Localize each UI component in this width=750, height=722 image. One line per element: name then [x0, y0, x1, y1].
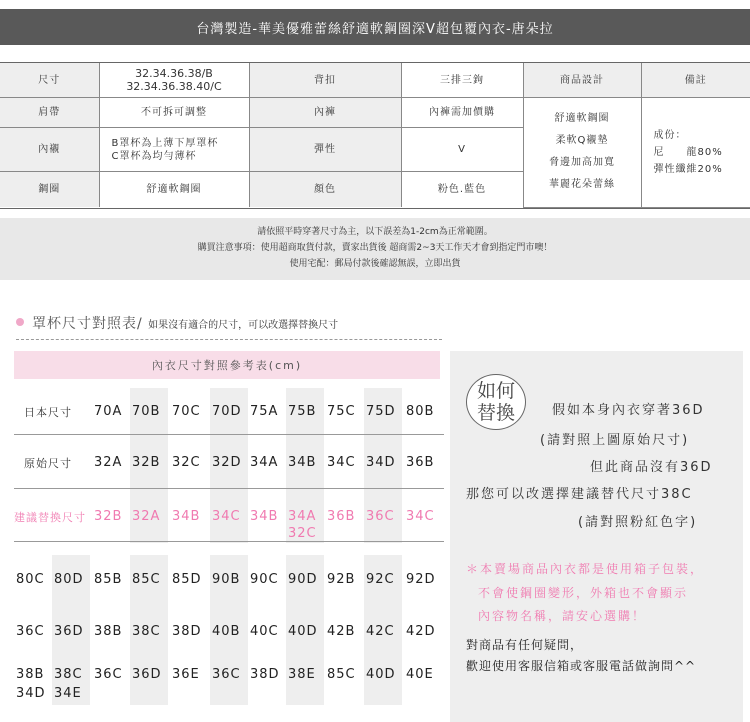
howto-pink-2: 不會使鋼圈變形，外箱也不會顯示	[478, 586, 689, 600]
spec-value-size: 32.34.36.38/B 32.34.36.38.40/C	[99, 63, 249, 98]
size-cell: 36E	[172, 667, 200, 682]
size-cell: 32C	[288, 526, 317, 541]
size-chart-caption: 內衣尺寸對照參考表(cm)	[14, 351, 440, 379]
size-cell: 85B	[94, 572, 123, 587]
size-cell: 40D	[288, 624, 318, 639]
spec-value-panty: 內褲需加價購	[401, 98, 523, 128]
spec-label-hook: 背扣	[249, 63, 401, 98]
size-cell: 38C	[54, 667, 83, 682]
size-cell: 34A	[250, 455, 279, 470]
size-cell: 85C	[132, 572, 161, 587]
page-title: 台灣製造-華美優雅蕾絲舒適軟鋼圈深V超包覆內衣-唐朵拉	[0, 9, 750, 45]
size-cell: 34A	[288, 509, 317, 524]
size-cell: 34C	[327, 455, 356, 470]
size-cell: 32B	[94, 509, 123, 524]
notice-line-2: 購買注意事項：使用超商取貨付款，賣家出貨後 超商需2~3天工作天才會到指定門市噢！	[197, 243, 553, 253]
section-divider	[16, 339, 442, 340]
howto-dark-1: 對商品有任何疑問，	[466, 638, 584, 652]
spec-label-remark: 備註	[641, 63, 750, 98]
how-to-badge: 如何 替換	[466, 374, 526, 430]
spec-value-design: 舒適軟鋼圈 柔軟Q襯墊 脅邊加高加寬 華麗花朵蕾絲	[523, 98, 641, 208]
size-cell: 70D	[212, 404, 242, 419]
spec-label-design: 商品設計	[523, 63, 641, 98]
size-cell: 38D	[250, 667, 280, 682]
size-cell: 34B	[288, 455, 317, 470]
size-cell: 32B	[132, 455, 161, 470]
spec-value-elastic: V	[401, 128, 523, 172]
howto-line-2: (請對照上圖原始尺寸)	[540, 433, 690, 448]
size-cell: 75C	[327, 404, 356, 419]
spec-value-color: 粉色.藍色	[401, 172, 523, 208]
size-cell: 40D	[366, 667, 396, 682]
howto-line-4: 那您可以改選擇建議替代尺寸38C	[466, 487, 693, 502]
size-cell: 80B	[406, 404, 435, 419]
size-cell: 42C	[366, 624, 395, 639]
size-cell: 90B	[212, 572, 241, 587]
size-cell: 36D	[54, 624, 84, 639]
spec-value-strap: 不可拆可調整	[99, 98, 249, 128]
row-divider	[14, 541, 444, 542]
size-cell: 32A	[132, 509, 161, 524]
size-row-label: 日本尺寸	[24, 406, 72, 419]
size-cell: 70C	[172, 404, 201, 419]
size-cell: 38B	[94, 624, 123, 639]
section-subtitle: 如果沒有適合的尺寸，可以改選擇替換尺寸	[148, 320, 339, 331]
size-cell: 36C	[94, 667, 123, 682]
size-cell: 70A	[94, 404, 123, 419]
size-cell: 40C	[250, 624, 279, 639]
size-cell: 38C	[132, 624, 161, 639]
section-heading	[32, 313, 338, 333]
howto-pink-1: ＊本賣場商品內衣都是使用箱子包裝，	[466, 562, 705, 576]
size-cell: 75B	[288, 404, 317, 419]
howto-line-3: 但此商品沒有36D	[590, 460, 713, 475]
size-cell: 36C	[16, 624, 45, 639]
notice-line-3: 使用宅配：郵局付款後確認無誤，立即出貨	[289, 259, 461, 269]
spec-label-size: 尺寸	[0, 63, 99, 98]
size-cell: 75A	[250, 404, 279, 419]
size-row-label: 建議替換尺寸	[14, 511, 86, 524]
size-cell: 90C	[250, 572, 279, 587]
spec-value-remark: 成份： 尼 龍80% 彈性纖維20%	[641, 98, 750, 208]
spec-table	[0, 62, 750, 209]
size-cell: 75D	[366, 404, 396, 419]
spec-value-lining: B罩杯為上薄下厚罩杯 C罩杯為均勻薄杯	[99, 128, 249, 172]
spec-label-strap: 肩帶	[0, 98, 99, 128]
size-cell: 34B	[172, 509, 201, 524]
size-cell: 36B	[327, 509, 356, 524]
size-cell: 40B	[212, 624, 241, 639]
section-title: 罩杯尺寸對照表/	[32, 316, 143, 332]
spec-label-color: 顏色	[249, 172, 401, 208]
size-cell: 70B	[132, 404, 161, 419]
size-cell: 34C	[406, 509, 435, 524]
size-cell: 34D	[16, 686, 46, 701]
size-cell: 38E	[288, 667, 316, 682]
howto-line-1: 假如本身內衣穿著36D	[552, 403, 705, 418]
spec-value-underwire: 舒適軟鋼圈	[99, 172, 249, 208]
bullet-dot-icon	[16, 318, 24, 326]
size-cell: 34C	[212, 509, 241, 524]
size-cell: 32D	[212, 455, 242, 470]
notice-line-1: 請依照平時穿著尺寸為主，以下誤差為1-2cm為正常範圍。	[257, 227, 493, 237]
size-cell: 90D	[288, 572, 318, 587]
size-cell: 40E	[406, 667, 434, 682]
size-cell: 85C	[327, 667, 356, 682]
spec-label-lining: 內襯	[0, 128, 99, 172]
size-cell: 42B	[327, 624, 356, 639]
size-cell: 38D	[172, 624, 202, 639]
size-cell: 32C	[172, 455, 201, 470]
size-cell: 36B	[406, 455, 435, 470]
size-cell: 32A	[94, 455, 123, 470]
size-cell: 34D	[366, 455, 396, 470]
size-row-label: 原始尺寸	[24, 457, 72, 470]
size-cell: 92C	[366, 572, 395, 587]
size-cell: 34E	[54, 686, 82, 701]
size-cell: 36C	[212, 667, 241, 682]
size-cell: 36C	[366, 509, 395, 524]
size-cell: 92B	[327, 572, 356, 587]
howto-pink-3: 內容物名稱，請安心選購！	[478, 609, 647, 623]
size-cell: 80C	[16, 572, 45, 587]
size-cell: 38B	[16, 667, 45, 682]
size-cell: 42D	[406, 624, 436, 639]
howto-dark-2: 歡迎使用客服信箱或客服電話做詢問^^	[466, 659, 697, 673]
row-divider	[14, 488, 444, 489]
size-cell: 80D	[54, 572, 84, 587]
spec-label-panty: 內褲	[249, 98, 401, 128]
row-divider	[14, 434, 444, 435]
howto-line-5: (請對照粉紅色字)	[578, 515, 698, 530]
spec-value-hook: 三排三鉤	[401, 63, 523, 98]
purchase-notice	[0, 218, 750, 280]
spec-label-underwire: 鋼圈	[0, 172, 99, 208]
size-cell: 92D	[406, 572, 436, 587]
spec-label-elastic: 彈性	[249, 128, 401, 172]
size-cell: 36D	[132, 667, 162, 682]
size-cell: 34B	[250, 509, 279, 524]
size-cell: 85D	[172, 572, 202, 587]
